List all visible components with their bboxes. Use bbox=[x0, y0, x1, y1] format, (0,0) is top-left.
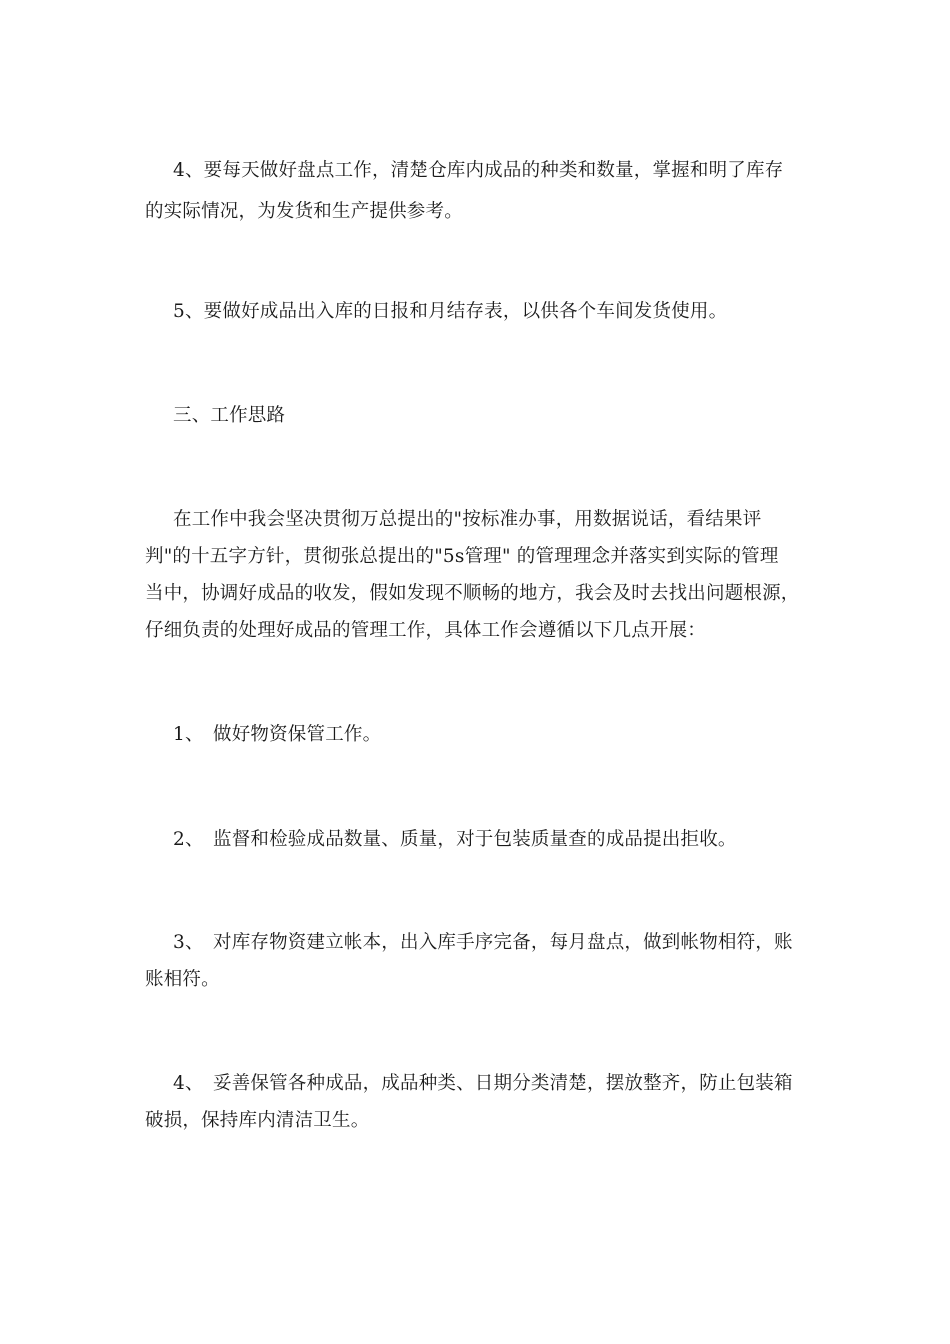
list-item-text: 妥善保管各种成品，成品种类、日期分类清楚，摆放整齐，防止包装箱 bbox=[213, 1073, 793, 1094]
intro-line-4: 仔细负责的处理好成品的管理工作，具体工作会遵循以下几点开展： bbox=[145, 620, 707, 641]
list-item-number: 4、 bbox=[173, 1073, 204, 1094]
section-heading: 三、工作思路 bbox=[173, 405, 286, 426]
list-item-text: 对库存物资建立帐本，出入库手序完备，每月盘点，做到帐物相符，账 bbox=[213, 932, 793, 953]
paragraph-5-line-1: 5、要做好成品出入库的日报和月结存表，以供各个车间发货使用。 bbox=[173, 301, 728, 322]
list-item-4-continuation: 破损，保持库内清洁卫生。 bbox=[145, 1110, 370, 1131]
list-item-2 bbox=[173, 826, 843, 854]
list-item-number: 3、 bbox=[173, 932, 204, 953]
list-item-number: 2、 bbox=[173, 829, 204, 850]
list-item-text: 做好物资保管工作。 bbox=[213, 724, 382, 745]
paragraph-4-line-2: 的实际情况，为发货和生产提供参考。 bbox=[145, 201, 463, 222]
intro-line-1: 在工作中我会坚决贯彻万总提出的"按标准办事，用数据说话，看结果评 bbox=[173, 509, 762, 530]
list-item-1 bbox=[173, 721, 843, 749]
intro-line-2: 判"的十五字方针，贯彻张总提出的"5s管理" 的管理理念并落实到实际的管理 bbox=[145, 546, 779, 567]
intro-line-3: 当中，协调好成品的收发，假如发现不顺畅的地方，我会及时去找出问题根源， bbox=[145, 583, 800, 604]
list-item-text: 监督和检验成品数量、质量，对于包装质量查的成品提出拒收。 bbox=[213, 829, 737, 850]
list-item-4 bbox=[173, 1070, 843, 1098]
list-item-3 bbox=[173, 929, 843, 957]
paragraph-4-line-1: 4、要每天做好盘点工作，清楚仓库内成品的种类和数量，掌握和明了库存 bbox=[173, 160, 784, 181]
list-item-3-continuation: 账相符。 bbox=[145, 969, 220, 990]
list-item-number: 1、 bbox=[173, 724, 204, 745]
